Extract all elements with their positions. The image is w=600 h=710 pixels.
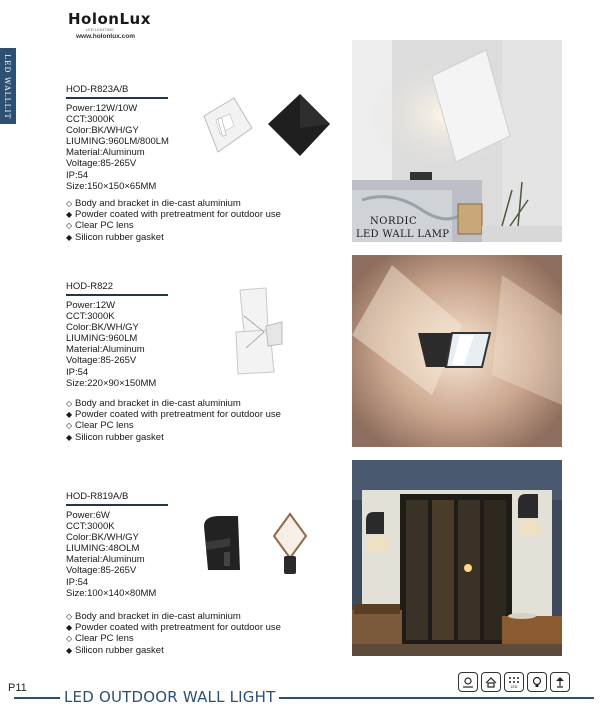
- bullet-icon: ◇: [66, 612, 73, 621]
- feature-item: ◇ Body and bracket in die-cast aluminium: [66, 398, 241, 409]
- product-2-image: [226, 286, 286, 378]
- spec-line: Material:Aluminum: [66, 344, 145, 356]
- feature-item: ◇ Body and bracket in die-cast aluminium: [66, 611, 241, 622]
- product-3-features: [66, 611, 281, 656]
- product-3-photo: [352, 460, 562, 656]
- bulb-icon: [527, 672, 547, 692]
- feature-item: ◆ Silicon rubber gasket: [66, 231, 164, 243]
- svg-text:LED: LED: [510, 685, 518, 689]
- spec-line: Size:220×90×150MM: [66, 377, 157, 389]
- spec-line: Power:12W: [66, 300, 116, 311]
- footer-title: LED OUTDOOR WALL LIGHT: [60, 688, 279, 706]
- photo-caption-line-2: LED WALL LAMP: [356, 229, 450, 240]
- product-2-photo: [352, 255, 562, 447]
- product-3-images: [200, 512, 310, 576]
- spec-line: Voltage:85-265V: [66, 565, 137, 577]
- bullet-icon: ◆: [66, 410, 73, 420]
- spec-line: Color:BK/WH/GY: [66, 322, 139, 334]
- spec-line: Size:100×140×80MM: [66, 587, 157, 599]
- bullet-icon: ◇: [66, 199, 73, 208]
- spec-line: Size:150×150×65MM: [66, 180, 157, 192]
- section-side-tab: [0, 48, 16, 124]
- spec-line: IP:54: [66, 169, 89, 181]
- lamp-black-arch: [204, 516, 240, 570]
- lamp-white-diamond: [204, 98, 252, 152]
- feature-item: ◇ Clear PC lens: [66, 633, 134, 645]
- brand-website: www.holonlux.com: [76, 33, 135, 40]
- product-1-specs: [66, 103, 169, 192]
- spec-line: Color:BK/WH/GY: [66, 532, 139, 544]
- bullet-icon: ◆: [66, 645, 73, 655]
- spec-line: CCT:3000K: [66, 114, 115, 126]
- spec-line: CCT:3000K: [66, 521, 115, 533]
- feature-item: ◆ Powder coated with pretreatment for outdoor use: [66, 622, 281, 634]
- feature-icons: [458, 672, 570, 692]
- led-icon: [504, 672, 524, 692]
- spec-line: Voltage:85-265V: [66, 355, 137, 367]
- spec-line: Material:Aluminum: [66, 147, 145, 159]
- spec-line: LIUMING:960LM/800LM: [66, 136, 169, 148]
- product-1-photo: [352, 40, 562, 242]
- bullet-icon: ◆: [66, 232, 73, 242]
- bullet-icon: ◆: [66, 623, 73, 633]
- product-1-features: [66, 198, 281, 243]
- side-tab-label: LED WALLLIT: [3, 54, 12, 120]
- product-1-images: [196, 92, 336, 164]
- outdoor-icon: [458, 672, 478, 692]
- page-number: P11: [8, 682, 27, 694]
- brand-name: HolonLux: [68, 10, 151, 28]
- product-2-rule: [66, 294, 168, 296]
- spec-line: CCT:3000K: [66, 311, 115, 323]
- brand-tagline: LED LIGHTING: [86, 27, 114, 32]
- product-3-rule: [66, 504, 168, 506]
- spec-line: Color:BK/WH/GY: [66, 125, 139, 137]
- feature-item: ◇ Clear PC lens: [66, 420, 134, 432]
- feature-item: ◇ Clear PC lens: [66, 220, 134, 232]
- bullet-icon: ◇: [66, 221, 73, 231]
- feature-item: ◆ Silicon rubber gasket: [66, 644, 164, 656]
- spec-line: Voltage:85-265V: [66, 158, 137, 170]
- indoor-icon: [481, 672, 501, 692]
- spec-line: Material:Aluminum: [66, 554, 145, 566]
- spec-line: IP:54: [66, 366, 89, 378]
- lamp-diamond-on-bracket: [274, 514, 306, 574]
- product-3-specs: [66, 510, 156, 599]
- product-2-features: [66, 398, 281, 443]
- brand-logo: [68, 10, 178, 40]
- feature-item: ◆ Powder coated with pretreatment for outdoor use: [66, 209, 281, 221]
- product-2-model: HOD-R822: [66, 281, 113, 292]
- feature-item: ◆ Silicon rubber gasket: [66, 431, 164, 443]
- product-1-rule: [66, 97, 168, 99]
- bullet-icon: ◇: [66, 634, 73, 644]
- bullet-icon: ◇: [66, 399, 73, 408]
- lamp-icon: [550, 672, 570, 692]
- spec-line: LIUMING:960LM: [66, 333, 138, 345]
- bullet-icon: ◇: [66, 421, 73, 431]
- product-2-specs: [66, 300, 156, 389]
- bullet-icon: ◆: [66, 210, 73, 220]
- feature-item: ◆ Powder coated with pretreatment for outdoor use: [66, 409, 281, 421]
- bullet-icon: ◆: [66, 432, 73, 442]
- photo-caption-line-1: NORDIC: [370, 216, 418, 227]
- spec-line: Power:6W: [66, 510, 110, 521]
- spec-line: LIUMING:48OLM: [66, 543, 140, 555]
- lamp-black-diamond: [268, 94, 330, 156]
- product-3-model: HOD-R819A/B: [66, 491, 129, 502]
- spec-line: IP:54: [66, 576, 89, 588]
- feature-item: ◇ Body and bracket in die-cast aluminium: [66, 198, 241, 209]
- spec-line: Power:12W/10W: [66, 103, 138, 114]
- product-1-model: HOD-R823A/B: [66, 84, 129, 95]
